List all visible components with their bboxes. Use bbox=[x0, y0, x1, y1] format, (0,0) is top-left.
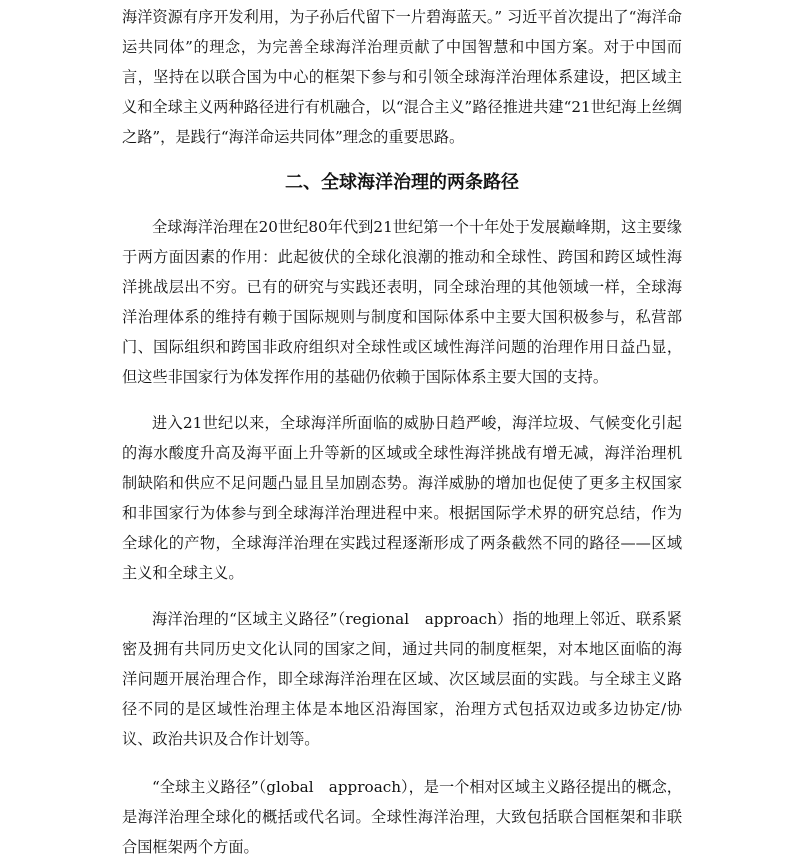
paragraph-2: 进入21世纪以来，全球海洋所面临的威胁日趋严峻，海洋垃圾、气候变化引起的海水酸度升高及海平面上升等新的区域或全球性海洋挑战有增无减，海洋治理机制缺陷和供应不足问题凸显且呈加剧态势。海洋威胁的增加也促使了更多主权国家和非国家行为体参与到全球海洋治理进程中来。根据国际学术界的研究总结，作为全球化的产物，全球海洋治理在实践过程逐渐形成了两条截然不同的路径——区域主义和全球主义。 bbox=[122, 414, 682, 582]
paragraph-4: “全球主义路径”（global approach），是一个相对区域主义路径提出的概念，是海洋治理全球化的概括或代名词。全球性海洋治理，大致包括联合国框架和非联合国框架两个方面。 bbox=[122, 778, 682, 856]
paragraph-3: 海洋治理的“区域主义路径”（regional approach）指的地理上邻近、联系紧密及拥有共同历史文化认同的国家之间，通过共同的制度框架，对本地区面临的海洋问题开展治理合作，即全球海洋治理在区域、次区域层面的实践。与全球主义路径不同的是区域性治理主体是本地区沿海国家，治理方式包括双边或多边协定/协议、政治共识及合作计划等。 bbox=[122, 610, 682, 748]
paragraph-1: 全球海洋治理在20世纪80年代到21世纪第一个十年处于发展巅峰期，这主要缘于两方面因素的作用：此起彼伏的全球化浪潮的推动和全球性、跨国和跨区域性海洋挑战层出不穷。已有的研究与实践还表明，同全球治理的其他领域一样，全球海洋治理体系的维持有赖于国际规则与制度和国际体系中主要大国积极参与，私营部门、国际组织和跨国非政府组织对全球性或区域性海洋问题的治理作用日益凸显，但这些非国家行为体发挥作用的基础仍依赖于国际体系主要大国的支持。 bbox=[122, 218, 682, 386]
document-page bbox=[122, 0, 682, 862]
lead-paragraph: 海洋资源有序开发利用，为子孙后代留下一片碧海蓝天。” 习近平首次提出了“海洋命运共同体”的理念，为完善全球海洋治理贡献了中国智慧和中国方案。对于中国而言，坚持在以联合国为中心的框架下参与和引领全球海洋治理体系建设，把区域主义和全球主义两种路径进行有机融合，以“混合主义”路径推进共建“21世纪海上丝绸之路”，是践行“海洋命运共同体”理念的重要思路。 bbox=[122, 8, 682, 146]
section-heading: 二、全球海洋治理的两条路径 bbox=[285, 172, 519, 193]
